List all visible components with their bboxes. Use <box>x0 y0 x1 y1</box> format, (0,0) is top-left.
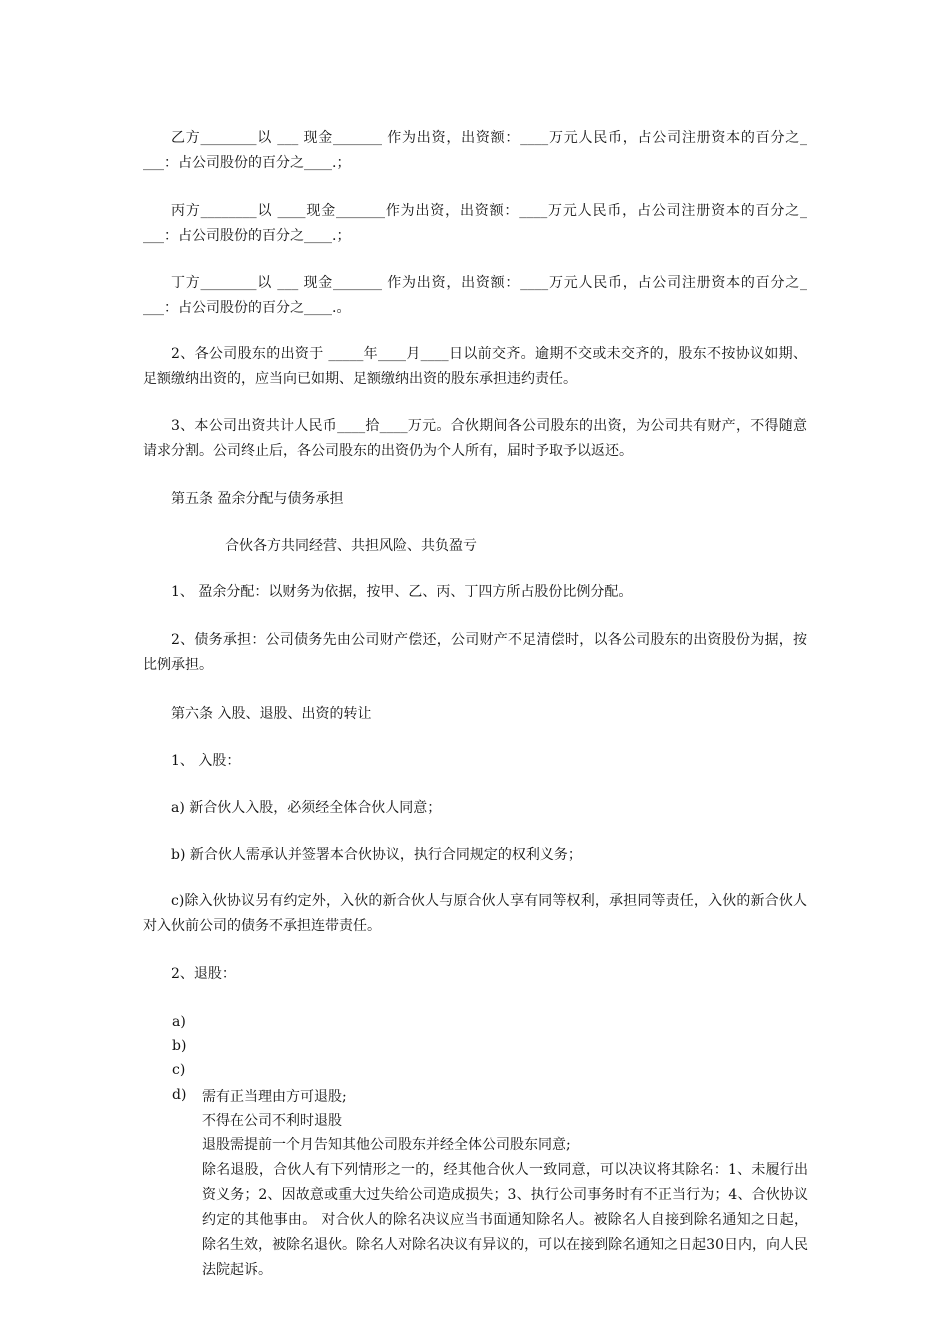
article-six-heading: 第六条 入股、退股、出资的转让 <box>171 706 372 722</box>
list-text: 不得在公司不利时退股 <box>202 1113 342 1129</box>
article-five-heading: 第五条 盈余分配与债务承担 <box>171 491 344 507</box>
paragraph-joining-b: b) 新合伙人需承认并签署本合伙协议，执行合同规定的权利义务； <box>171 847 582 863</box>
list-label: c) <box>172 1062 186 1078</box>
list-label: b) <box>172 1038 187 1054</box>
paragraph-joining-a: a) 新合伙人入股，必须经全体合伙人同意； <box>171 800 442 816</box>
paragraph-withdrawal-title: 2、退股： <box>171 966 236 982</box>
paragraph-debt-bearing: 2、债务承担：公司债务先由公司财产偿还，公司财产不足清偿时，以各公司股东的出资股份为据，按比例承担。 <box>143 632 807 673</box>
paragraph-profit-distribution: 1、 盈余分配：以财务为依据，按甲、乙、丙、丁四方所占股份比例分配。 <box>171 584 633 600</box>
list-text: 除名退股，合伙人有下列情形之一的，经其他合伙人一致同意，可以决议将其除名：1、未履行出资义务；2、因故意或重大过失给公司造成损失；3、执行公司事务时有不正当行为；4、合伙协议约定的其他事由。 对合伙人的除名决议应当书面通知除名人。被除名人自接到除名通知之日起，除名生效，被除名退伙。除名人对除名决议有异议的，可以在接到除名通知之日起30日内，向人民法院起诉。 <box>202 1162 808 1278</box>
withdrawal-list-item <box>172 1083 808 1333</box>
paragraph-capital-deadline: 2、各公司股东的出资于 _____年____月____日以前交齐。逾期不交或未交齐的，股东不按协议如期、足额缴纳出资的，应当向已如期、足额缴纳出资的股东承担违约责任。 <box>143 346 807 387</box>
paragraph-party-b: 乙方________以 ___ 现金_______ 作为出资，出资额：____万元人民币，占公司注册资本的百分之_ ___：占公司股份的百分之____.； <box>143 130 812 171</box>
paragraph-total-capital: 3、本公司出资共计人民币____拾____万元。合伙期间各公司股东的出资，为公司共有财产，不得随意请求分割。公司终止后，各公司股东的出资仍为个人所有，届时予取予以返还。 <box>143 418 807 459</box>
paragraph-party-c: 丙方________以 ____现金_______作为出资，出资额：____万元人民币，占公司注册资本的百分之_ ___：占公司股份的百分之____.； <box>143 203 812 244</box>
list-label: d) <box>172 1087 187 1103</box>
list-label: a) <box>172 1014 186 1030</box>
list-text: 退股需提前一个月告知其他公司股东并经全体公司股东同意; <box>202 1137 571 1153</box>
paragraph-joining-title: 1、 入股： <box>171 753 241 769</box>
list-text: 需有正当理由方可退股; <box>202 1089 347 1105</box>
article-five-subtitle: 合伙各方共同经营、共担风险、共负盈亏 <box>225 538 477 554</box>
paragraph-joining-c: c)除入伙协议另有约定外，入伙的新合伙人与原合伙人享有同等权利，承担同等责任，入伙的新合伙人对入伙前公司的债务不承担连带责任。 <box>143 893 807 934</box>
paragraph-party-d: 丁方________以 ___ 现金_______ 作为出资，出资额：____万元人民币，占公司注册资本的百分之_ ___：占公司股份的百分之____.。 <box>143 275 812 316</box>
